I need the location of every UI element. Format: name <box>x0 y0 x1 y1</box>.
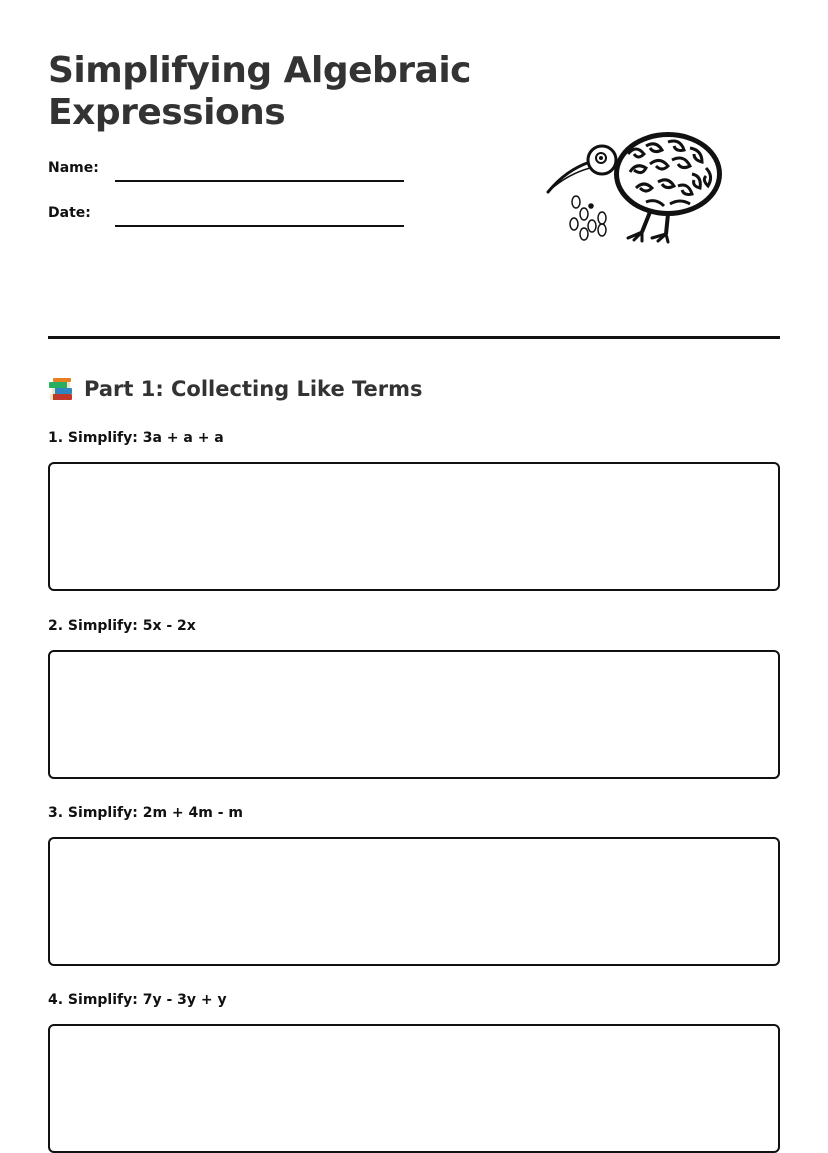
question-2-answer-box[interactable] <box>48 650 780 779</box>
part1-heading <box>48 374 423 404</box>
question-1 <box>48 428 780 448</box>
books-icon <box>48 376 74 402</box>
question-3 <box>48 803 780 823</box>
date-field-row <box>48 203 408 227</box>
part1-title: Part 1: Collecting Like Terms <box>84 377 423 401</box>
question-4-answer-box[interactable] <box>48 1024 780 1153</box>
name-label: Name: <box>48 160 99 176</box>
name-field-row <box>48 158 408 182</box>
question-4 <box>48 990 780 1010</box>
question-3-answer-box[interactable] <box>48 837 780 966</box>
question-2-label: 2. Simplify: 5x - 2x <box>48 618 196 634</box>
name-input-line[interactable] <box>115 180 404 182</box>
date-input-line[interactable] <box>115 225 404 227</box>
date-label: Date: <box>48 205 91 221</box>
question-4-label: 4. Simplify: 7y - 3y + y <box>48 992 227 1008</box>
question-3-label: 3. Simplify: 2m + 4m - m <box>48 805 243 821</box>
question-1-answer-box[interactable] <box>48 462 780 591</box>
kiwi-bird-icon <box>546 124 726 244</box>
question-2 <box>48 616 780 636</box>
page-title: Simplifying Algebraic Expressions <box>48 50 472 133</box>
section-divider <box>48 336 780 339</box>
question-1-label: 1. Simplify: 3a + a + a <box>48 430 224 446</box>
